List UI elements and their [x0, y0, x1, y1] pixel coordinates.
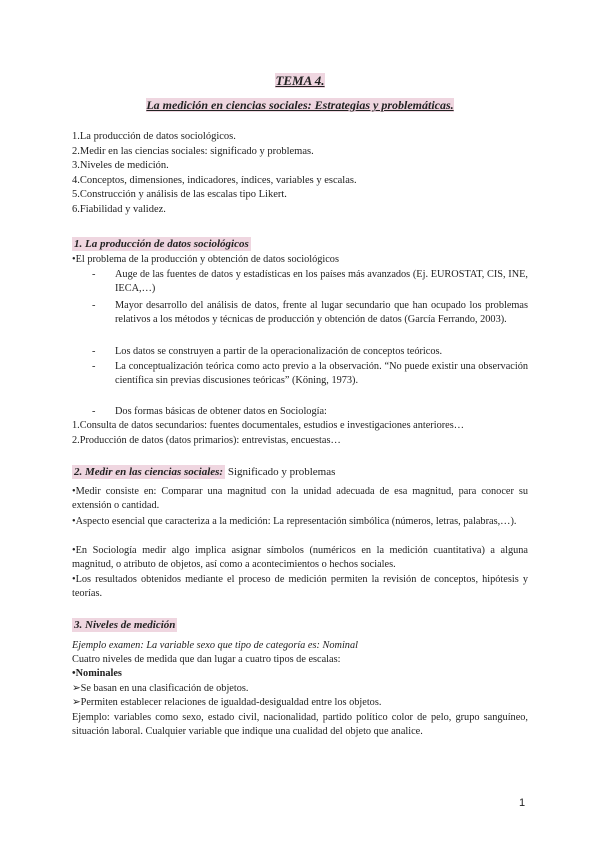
paragraph: •En Sociología medir algo implica asignar símbolos (numéricos en la medición cuantitativa) a alguna magnitud, o atributo de objetos, así como a acontecimientos o hechos sociales. — [72, 545, 528, 571]
example-paragraph: Ejemplo: variables como sexo, estado civil, nacionalidad, partido político color de pelo, grupo sanguíneo, situación laboral. Cualquier variable que indique una cualidad del objeto que analice. — [72, 712, 528, 738]
bullet-item: - Mayor desarrollo del análisis de datos, frente al lugar secundario que han ocupado los problemas relativos a los métodos y técnicas de producción y obtención de datos (García Ferrando, 2003). — [92, 300, 528, 326]
toc-item: 2.Medir en las ciencias sociales: significado y problemas. — [72, 145, 314, 157]
table-of-contents — [72, 130, 357, 218]
exam-example: Ejemplo examen: La variable sexo que tipo de categoría es: Nominal — [72, 640, 358, 651]
bullet-item: - La conceptualización teórica como acto previo a la observación. “No puede existir una observación científica sin previas discusiones teóricas” (Köning, 1973). — [92, 361, 528, 387]
list-item: 2.Producción de datos (datos primarios): entrevistas, encuestas… — [72, 435, 341, 446]
toc-item: 3.Niveles de medición. — [72, 160, 169, 172]
bullet-item: - Auge de las fuentes de datos y estadísticas en los países más avanzados (Ej. EUROSTAT, CIS, INE, IECA,…) — [92, 269, 528, 295]
section-1-lead: •El problema de la producción y obtención de datos sociológicos — [72, 254, 339, 265]
page-number: 1 — [519, 797, 526, 809]
page-subtitle: La medición en ciencias sociales: Estrategias y problemáticas. — [146, 98, 454, 112]
toc-item: 4.Conceptos, dimensiones, indicadores, índices, variables y escalas. — [72, 174, 357, 186]
paragraph: •Los resultados obtenidos mediante el proceso de medición permiten la revisión de conceptos, hipótesis y teorías. — [72, 574, 528, 600]
toc-item: 6.Fiabilidad y validez. — [72, 203, 166, 215]
section-1-heading: 1. La producción de datos sociológicos — [74, 238, 249, 250]
levels-intro: Cuatro niveles de medida que dan lugar a cuatro tipos de escalas: — [72, 654, 341, 665]
section-2-heading: 2. Medir en las ciencias sociales: Significado y problemas — [74, 466, 336, 478]
toc-item: 5.Construcción y análisis de las escalas tipo Likert. — [72, 189, 287, 201]
paragraph: •Aspecto esencial que caracteriza a la medición: La representación simbólica (números, letras, palabras,…). — [72, 516, 517, 527]
section-3-heading: 3. Niveles de medición — [74, 619, 176, 631]
bullet-item: - Los datos se construyen a partir de la operacionalización de conceptos teóricos. — [92, 346, 443, 357]
bullet-item: - Dos formas básicas de obtener datos en Sociología: — [92, 406, 327, 417]
list-item: 1.Consulta de datos secundarios: fuentes documentales, estudios e investigaciones anteriores… — [72, 420, 465, 431]
nominal-label: •Nominales — [72, 668, 122, 679]
paragraph: •Medir consiste en: Comparar una magnitud con la unidad adecuada de esa magnitud, para conocer su extensión o cantidad. — [72, 486, 528, 512]
arrow-point: ➢Permiten establecer relaciones de igualdad-desigualdad entre los objetos. — [72, 697, 382, 708]
toc-item: 1.La producción de datos sociológicos. — [72, 131, 236, 142]
arrow-point: ➢Se basan en una clasificación de objetos. — [72, 683, 249, 694]
page-title: TEMA 4. — [275, 73, 325, 88]
